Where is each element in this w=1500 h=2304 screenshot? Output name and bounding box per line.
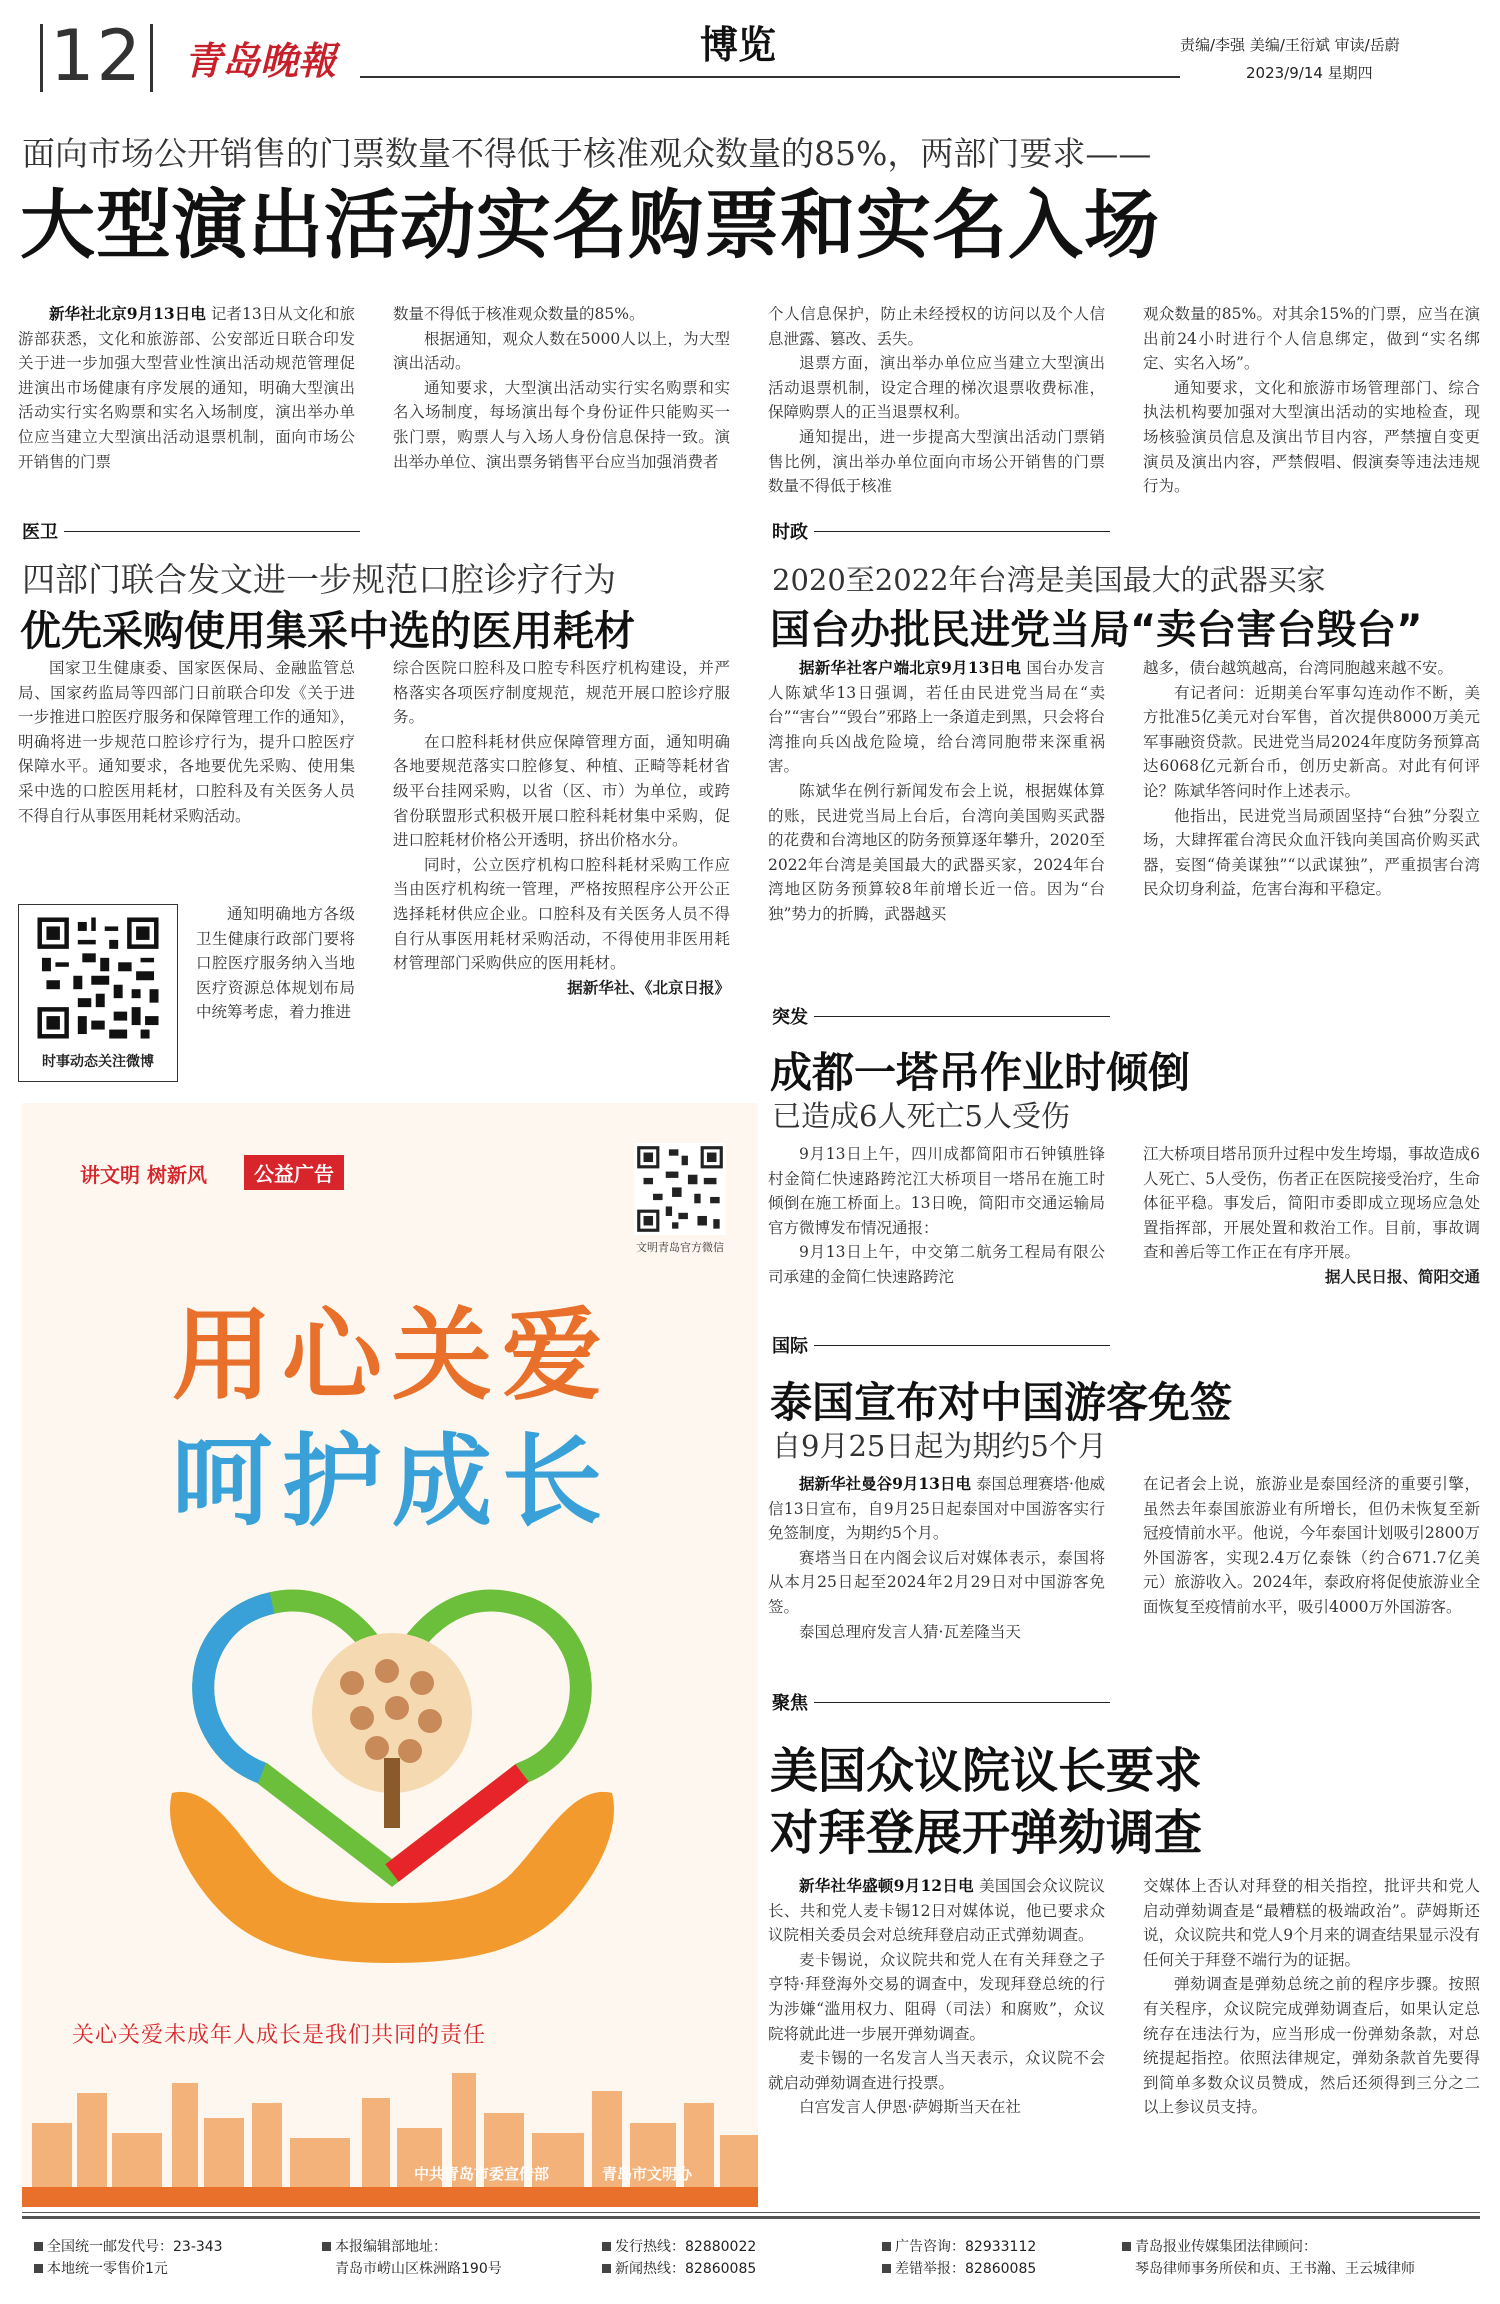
ad-sponsor-2: 青岛市文明办 bbox=[602, 2165, 693, 2183]
lead-column-2 bbox=[393, 302, 730, 502]
politics-col2-p1: 越多，债台越筑越高，台湾同胞越来越不安。 bbox=[1143, 659, 1454, 677]
page-number-rule bbox=[40, 24, 43, 92]
lead-col3-p3: 通知提出，进一步提高大型演出活动门票销售比例，演出举办单位面向市场公开销售的门票数量不得低于核准 bbox=[768, 427, 1105, 496]
footer-legal-label: 青岛报业传媒集团法律顾问： bbox=[1135, 2239, 1317, 2255]
ad-slogan: 讲文明 树新风 bbox=[80, 1163, 207, 1187]
footer-cell-5 bbox=[1122, 2236, 1415, 2280]
medical-source: 据新华社、《北京日报》 bbox=[567, 977, 730, 997]
politics-col1-p1: 国台办发言人陈斌华13日强调，若任由民进党当局在“卖台”“害台”“毁台”邪路上一条道走到黑，只会将台湾推向兵凶战危险境，给台湾同胞带来深重祸害。 bbox=[768, 659, 1105, 776]
international-column-1 bbox=[768, 1472, 1105, 1678]
focus-headline-line2: 对拜登展开弹劾调查 bbox=[770, 1805, 1203, 1861]
city-skyline-illustration bbox=[22, 2063, 758, 2207]
qr-code-icon bbox=[33, 913, 163, 1043]
medical-kicker: 四部门联合发文进一步规范口腔诊疗行为 bbox=[22, 560, 616, 599]
focus-col1-p4: 白宫发言人伊恩·萨姆斯当天在社 bbox=[799, 2098, 1021, 2117]
emergency-col2-p1: 江大桥项目塔吊顶升过程中发生垮塌，事故造成6人死亡、5人受伤，伤者正在医院接受治疗，生命体征平稳。事发后，简阳市委即成立现场应急处置指挥部，开展处置和救治工作。目前，事故调查和善后等工作正在有序开展。 bbox=[1143, 1145, 1480, 1262]
footer-rule-top bbox=[22, 2212, 1480, 2213]
emergency-col1-p1: 9月13日上午，四川成都简阳市石钟镇胜锋村金简仁快速路跨沱江大桥项目一塔吊在施工时倾倒在施工桥面上。13日晚，简阳市交通运输局官方微博发布情况通报： bbox=[768, 1145, 1105, 1237]
heart-hands-illustration bbox=[152, 1543, 632, 1993]
politics-col2-p2: 有记者问：近期美台军事勾连动作不断，美方批准5亿美元对台军售，首次提供8000万美元军事融资贷款。民进党当局2024年度防务预算高达6068亿元新台币，创历史新高。对此有何评论？陈斌华答问时作上述表示。 bbox=[1143, 683, 1480, 800]
politics-col1-p2: 陈斌华在例行新闻发布会上说，根据媒体算的账，民进党当局上台后，台湾向美国购买武器的花费和台湾地区的防务预算逐年攀升，2020至2022年台湾是美国最大的武器买家，2024年台湾地区防务预算较8年前增长近一倍。因为“台独”势力的折腾，武器越买 bbox=[768, 781, 1105, 923]
medical-col2-p2: 在口腔科耗材供应保障管理方面，通知明确各地要规范落实口腔修复、种植、正畸等耗材省级平台挂网采购，以省（区、市）为单位，或跨省份联盟形式积极开展口腔科耗材集中采购，促进口腔耗材价格公开透明，挤出价格水分。 bbox=[393, 732, 730, 850]
medical-col2-p1: 综合医院口腔科及口腔专科医疗机构建设，并严格落实各项医疗制度规范，规范开展口腔诊疗服务。 bbox=[393, 659, 730, 727]
politics-dateline: 据新华社客户端北京9月13日电 bbox=[799, 658, 1022, 677]
ad-tagline: 关心关爱未成年人成长是我们共同的责任 bbox=[72, 2023, 487, 2048]
footer-cell-3 bbox=[602, 2236, 756, 2280]
emergency-source: 据人民日报、简阳交通 bbox=[1324, 1266, 1480, 1286]
footer-cell-4 bbox=[882, 2236, 1036, 2280]
emergency-col1-p2: 9月13日上午，中交第二航务工程局有限公司承建的金简仁快速路跨沱 bbox=[768, 1243, 1105, 1286]
ad-title-line2: 呵护成长 bbox=[172, 1423, 612, 1540]
politics-section-label: 时政 bbox=[772, 518, 814, 544]
focus-section-rule bbox=[772, 1702, 1110, 1703]
focus-col2-p2: 弹劾调查是弹劾总统之前的程序步骤。按照有关程序，众议院完成弹劾调查后，如果认定总统存在违法行为，应当形成一份弹劾条款，对总统提起指控。依照法律规定，弹劾条款首先要得到简单多数众议员赞成，然后还须得到三分之二以上参议员支持。 bbox=[1143, 1975, 1480, 2117]
lead-col1-text: 记者13日从文化和旅游部获悉，文化和旅游部、公安部近日联合印发关于进一步加强大型营业性演出活动规范管理促进演出市场健康有序发展的通知，明确大型演出活动实行实名购票和实名入场制度，演出举办单位应当建立大型演出活动退票机制，面向市场公开销售的门票 bbox=[18, 305, 355, 471]
page-number-rule-right bbox=[150, 24, 153, 92]
international-col1-p1: 泰国总理赛塔·他威信13日宣布，自9月25日起泰国对中国游客实行免签制度，为期约5个月。 bbox=[768, 1475, 1105, 1543]
medical-section-label: 医卫 bbox=[22, 518, 64, 544]
politics-col2-p3: 他指出，民进党当局顽固坚持“台独”分裂立场，大肆挥霍台湾民众血汗钱向美国高价购买武器，妄图“倚美谋独”“以武谋独”，严重损害台湾民众切身利益，危害台海和平稳定。 bbox=[1143, 806, 1480, 899]
focus-section-label: 聚焦 bbox=[772, 1689, 814, 1715]
medical-qr-box bbox=[18, 904, 178, 1082]
header-rule bbox=[360, 76, 1180, 78]
footer-address: 青岛市崂山区株洲路190号 bbox=[335, 2261, 502, 2277]
international-section-rule bbox=[772, 1345, 1110, 1346]
lead-col2-p2: 根据通知，观众人数在5000人以上，为大型演出活动。 bbox=[393, 329, 730, 373]
medical-column-1 bbox=[18, 656, 355, 898]
lead-col4-p2: 通知要求，文化和旅游市场管理部门、综合执法机构要加强对大型演出活动的实地检查，现场核验演员信息及演出节目内容，严禁擅自变更演员及演出内容，严禁假唱、假演奏等违法违规行为。 bbox=[1143, 378, 1480, 496]
lead-col4-p1: 观众数量的85%。对其余15%的门票，应当在演出前24小时进行个人信息绑定，做到“实名绑定、实名入场”。 bbox=[1143, 305, 1480, 373]
focus-col1-p2: 麦卡锡说，众议院共和党人在有关拜登之子亨特·拜登海外交易的调查中，发现拜登总统的行为涉嫌“滥用权力、阻碍（司法）和腐败”，众议院将就此进一步展开弹劾调查。 bbox=[768, 1950, 1105, 2043]
medical-column-2 bbox=[393, 656, 730, 1082]
international-section-label: 国际 bbox=[772, 1332, 814, 1358]
lead-column-4 bbox=[1143, 302, 1480, 502]
ad-tag: 公益广告 bbox=[244, 1155, 344, 1190]
footer-address-label: 本报编辑部地址： bbox=[335, 2239, 447, 2255]
footer bbox=[22, 2236, 1480, 2292]
politics-column-2 bbox=[1143, 656, 1480, 994]
international-column-2 bbox=[1143, 1472, 1480, 1678]
medical-headline: 优先采购使用集采中选的医用耗材 bbox=[20, 607, 635, 655]
footer-news-hotline: 新闻热线：82860085 bbox=[615, 2261, 757, 2277]
footer-ad-contact: 广告咨询：82933112 bbox=[895, 2239, 1037, 2255]
footer-rule-top-2 bbox=[22, 2216, 1480, 2219]
medical-column-1b bbox=[196, 902, 355, 1082]
international-col1-p2: 赛塔当日在内阁会议后对媒体表示，泰国将从本月25日起至2024年2月29日对中国游客免签。 bbox=[768, 1548, 1105, 1616]
focus-col1-p3: 麦卡锡的一名发言人当天表示，众议院不会就启动弹劾调查进行投票。 bbox=[768, 2049, 1105, 2092]
footer-cell-1 bbox=[34, 2236, 223, 2280]
public-service-ad bbox=[22, 1103, 758, 2207]
international-subhead: 自9月25日起为期约5个月 bbox=[772, 1429, 1107, 1463]
emergency-column-2 bbox=[1143, 1142, 1480, 1322]
medical-section-rule bbox=[22, 531, 360, 532]
international-headline: 泰国宣布对中国游客免签 bbox=[770, 1378, 1233, 1427]
emergency-subhead: 已造成6人死亡5人受伤 bbox=[772, 1099, 1070, 1133]
lead-col2-p1: 数量不得低于核准观众数量的85%。 bbox=[393, 305, 645, 323]
footer-price: 本地统一零售价1元 bbox=[47, 2261, 168, 2277]
lead-column-3 bbox=[768, 302, 1105, 502]
page-number: 12 bbox=[50, 15, 144, 97]
footer-legal-counsel: 琴岛律师事务所侯和贞、王书瀚、王云城律师 bbox=[1135, 2261, 1415, 2277]
editors-credit: 责编/李强 美编/王衍斌 审读/岳蔚 bbox=[1180, 36, 1400, 54]
ad-qr-code-icon bbox=[634, 1143, 726, 1235]
medical-col1-p1: 国家卫生健康委、国家医保局、金融监管总局、国家药监局等四部门日前联合印发《关于进一步推进口腔医疗服务和保障管理工作的通知》，明确将进一步规范口腔诊疗行为，提升口腔医疗保障水平。通知要求，各地要优先采购、使用集采中选的口腔医用耗材，口腔科及有关医务人员不得自行从事医用耗材采购活动。 bbox=[18, 659, 355, 825]
page-header bbox=[0, 0, 1500, 110]
politics-headline: 国台办批民进党当局“卖台害台毁台” bbox=[770, 607, 1423, 653]
focus-column-2 bbox=[1143, 1874, 1480, 2196]
lead-dateline: 新华社北京9月13日电 bbox=[49, 304, 206, 323]
emergency-section-rule bbox=[772, 1016, 1110, 1017]
emergency-column-1 bbox=[768, 1142, 1105, 1322]
international-col1-p3: 泰国总理府发言人猜·瓦差隆当天 bbox=[799, 1622, 1021, 1641]
ad-title-line1: 用心关爱 bbox=[172, 1297, 612, 1414]
international-col2-p1: 在记者会上说，旅游业是泰国经济的重要引擎，虽然去年泰国旅游业有所增长，但仍未恢复至新冠疫情前水平。他说，今年泰国计划吸引2800万外国游客，实现2.4万亿泰铢（约合671.7亿美元）旅游收入。2024年，泰政府将促使旅游业全面恢复至疫情前水平，吸引4000万外国游客。 bbox=[1143, 1475, 1480, 1616]
focus-headline-line1: 美国众议院议长要求 bbox=[770, 1743, 1203, 1799]
lead-column-1 bbox=[18, 302, 355, 502]
ad-qr-caption: 文明青岛官方微信 bbox=[636, 1241, 724, 1254]
footer-cell-2 bbox=[322, 2236, 502, 2280]
footer-distribution-hotline: 发行热线：82880022 bbox=[615, 2239, 757, 2255]
issue-date: 2023/9/14 星期四 bbox=[1246, 64, 1373, 82]
medical-qr-caption: 时事动态关注微博 bbox=[42, 1054, 154, 1070]
politics-kicker: 2020至2022年台湾是美国最大的武器买家 bbox=[772, 563, 1326, 597]
international-dateline: 据新华社曼谷9月13日电 bbox=[799, 1474, 972, 1493]
section-title: 博览 bbox=[690, 14, 786, 69]
lead-headline: 大型演出活动实名购票和实名入场 bbox=[20, 181, 1161, 269]
lead-col2-p3: 通知要求，大型演出活动实行实名购票和实名入场制度，每场演出每个身份证件只能购买一张门票，购票人与入场人身份信息保持一致。演出举办单位、演出票务销售平台应当加强消费者 bbox=[393, 378, 730, 471]
footer-error-report: 差错举报：82860085 bbox=[895, 2261, 1037, 2277]
focus-col1-p1: 美国国会众议院议长、共和党人麦卡锡12日对媒体说，他已要求众议院相关委员会对总统拜登启动正式弹劾调查。 bbox=[768, 1877, 1105, 1945]
footer-postal-code: 全国统一邮发代号：23-343 bbox=[47, 2239, 223, 2255]
politics-column-1 bbox=[768, 656, 1105, 994]
lead-kicker: 面向市场公开销售的门票数量不得低于核准观众数量的85%，两部门要求—— bbox=[22, 134, 1152, 173]
focus-column-1 bbox=[768, 1874, 1105, 2196]
lead-col3-p1: 个人信息保护，防止未经授权的访问以及个人信息泄露、篡改、丢失。 bbox=[768, 305, 1105, 348]
focus-dateline: 新华社华盛顿9月12日电 bbox=[799, 1876, 974, 1895]
politics-section-rule bbox=[772, 531, 1110, 532]
emergency-section-label: 突发 bbox=[772, 1003, 814, 1029]
medical-col1-p2: 通知明确地方各级卫生健康行政部门要将口腔医疗服务纳入当地医疗资源总体规划布局中统筹考虑，着力推进 bbox=[196, 905, 355, 1022]
ad-sponsor-1: 中共青岛市委宣传部 bbox=[414, 2165, 550, 2183]
emergency-headline: 成都一塔吊作业时倾倒 bbox=[770, 1048, 1191, 1097]
focus-col2-p1: 交媒体上否认对拜登的相关指控，批评共和党人启动弹劾调查是“最糟糕的极端政治”。萨姆斯还说，众议院共和党人9个月来的调查结果显示没有任何关于拜登不端行为的证据。 bbox=[1143, 1877, 1480, 1969]
masthead-logo: 青岛晚報 bbox=[184, 38, 337, 83]
lead-col3-p2: 退票方面，演出举办单位应当建立大型演出活动退票机制，设定合理的梯次退票收费标准，保障购票人的正当退票权利。 bbox=[768, 354, 1105, 422]
medical-col2-p3: 同时，公立医疗机构口腔科耗材采购工作应当由医疗机构统一管理，严格按照程序公开公正选择耗材供应企业。口腔科及有关医务人员不得自行从事医用耗材采购活动，不得使用非医用耗材管理部门采购供应的医用耗材。 bbox=[393, 855, 730, 973]
